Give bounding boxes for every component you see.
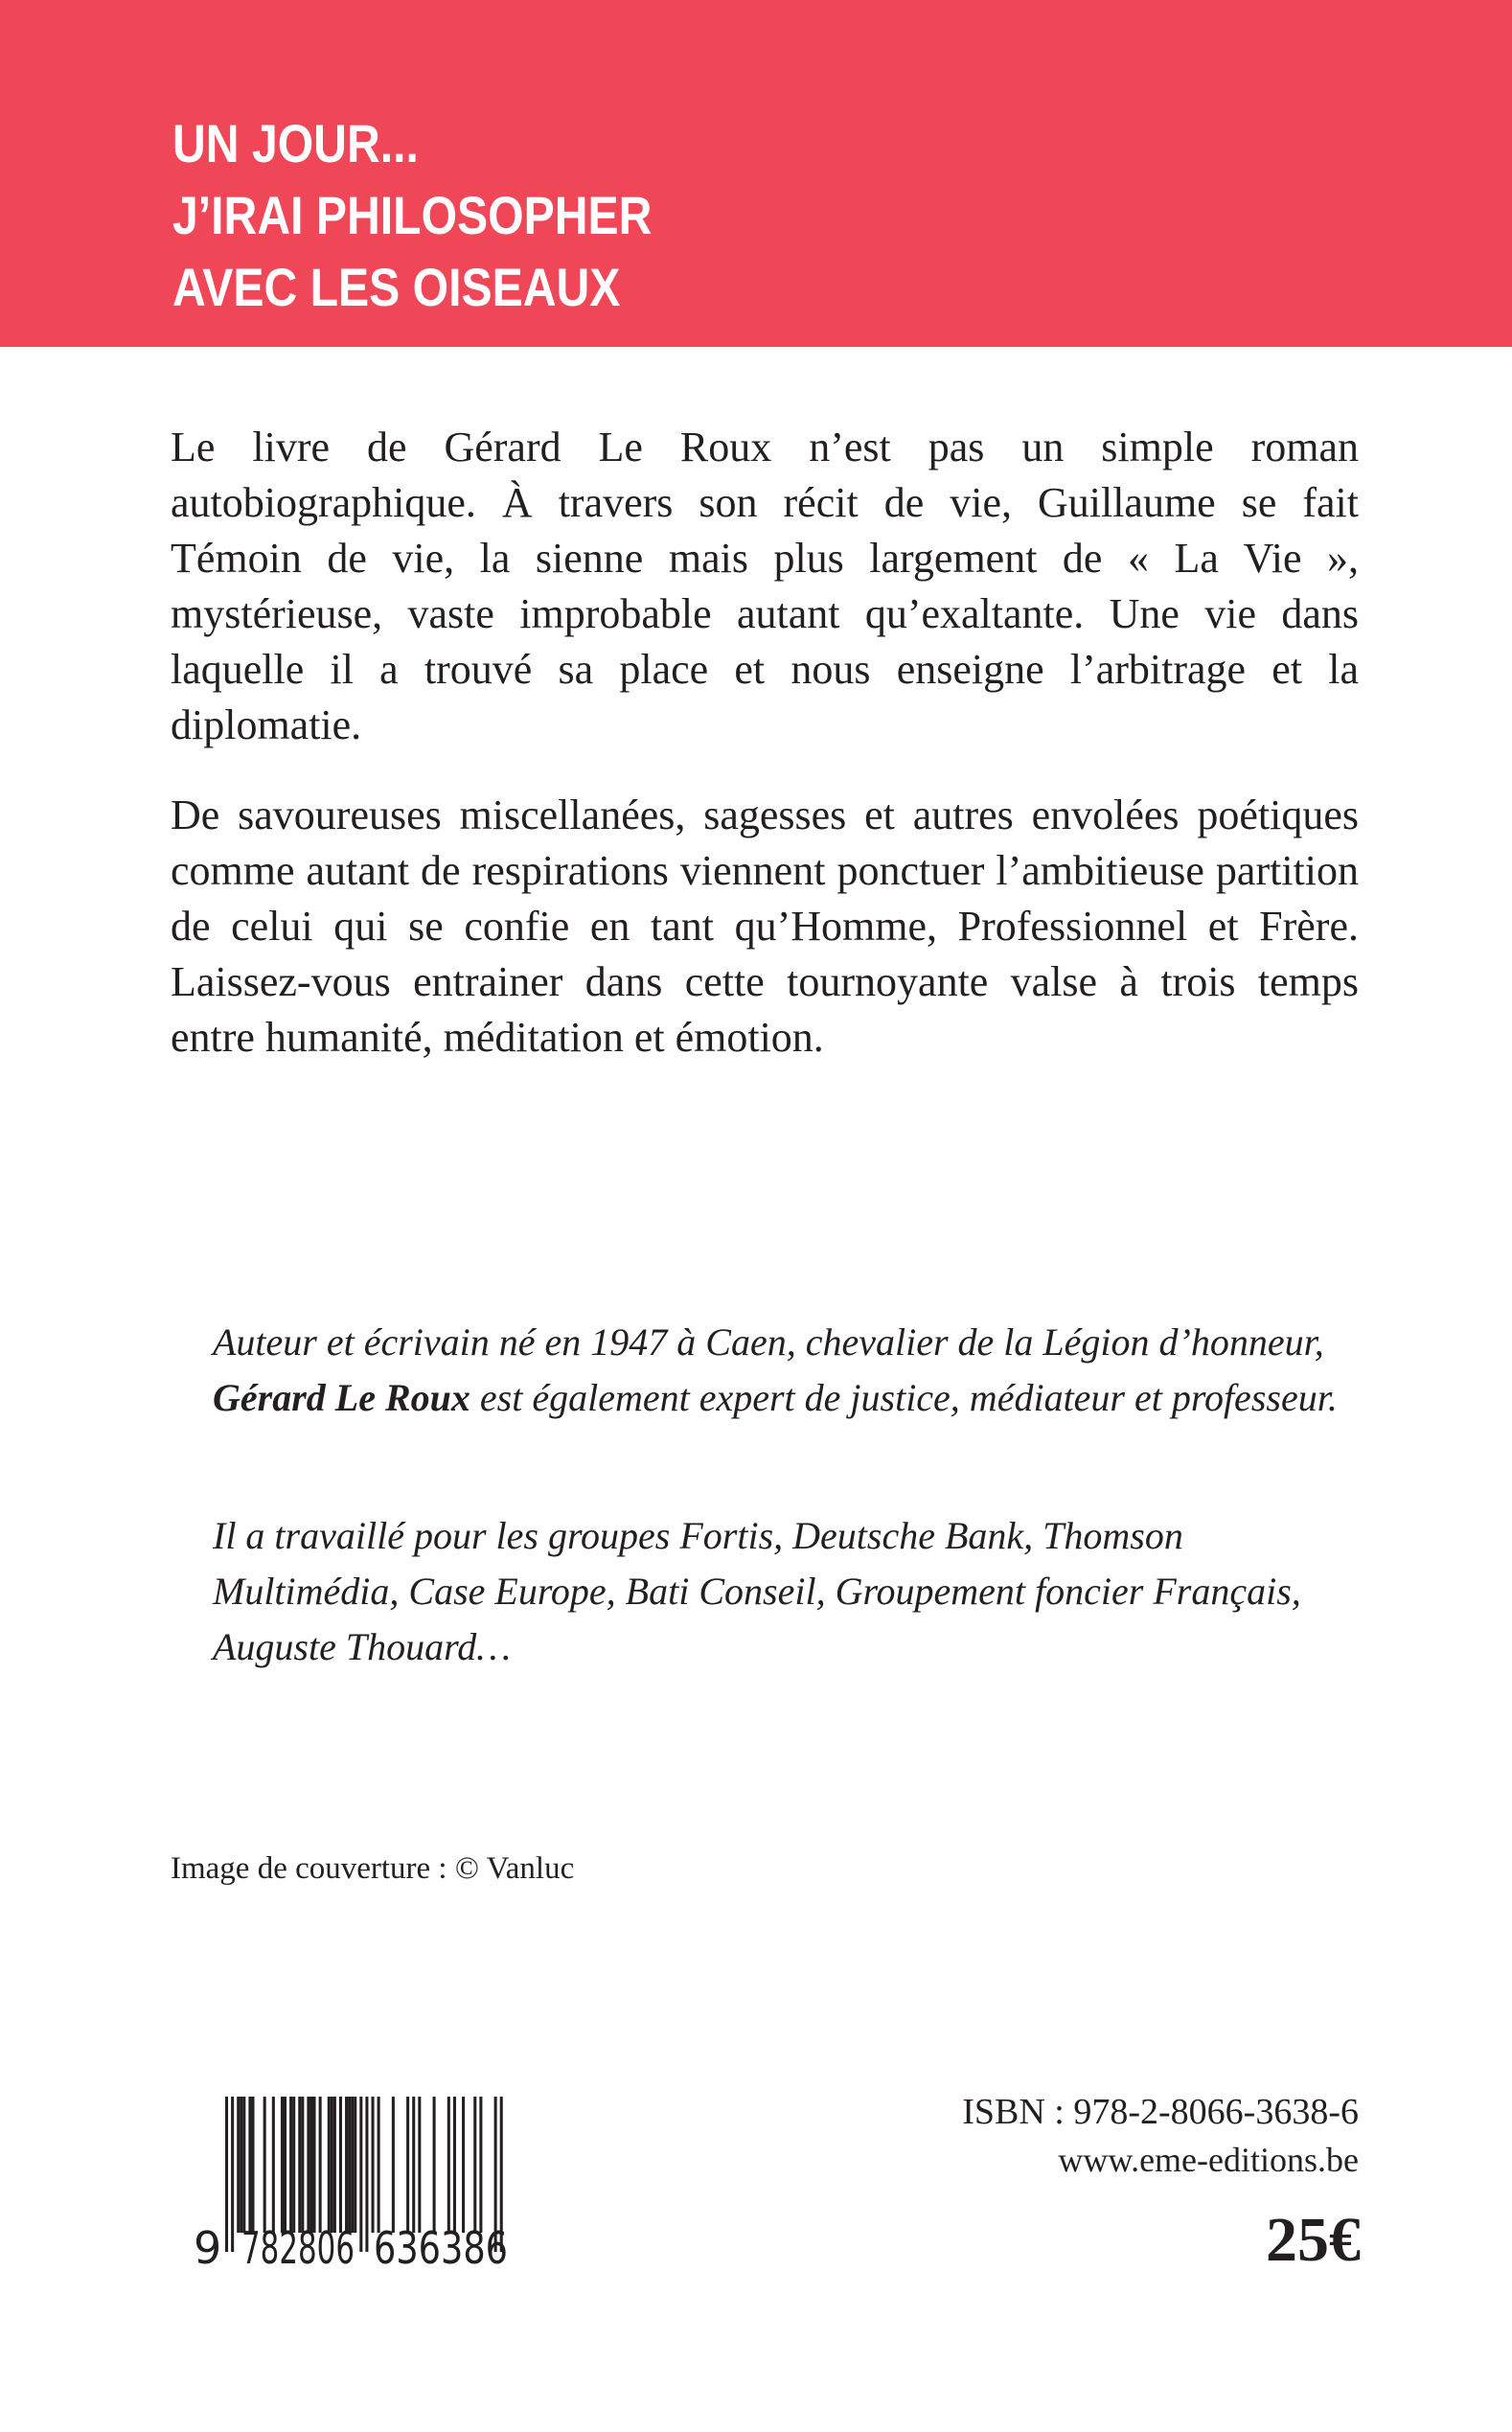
author-bio-paragraph-1 [213,1315,1363,1426]
publisher-website[interactable]: www.eme-editions.be [1058,2141,1359,2179]
book-title [172,107,652,323]
barcode-bar [251,2097,254,2233]
bio-text-before: Auteur et écrivain né en 1947 à Caen, chevalier de la Légion d’honneur, [213,1320,1324,1364]
barcode-digits-left: 782806 [241,2222,355,2271]
barcode-bar [348,2097,351,2233]
barcode-bar [392,2097,395,2233]
isbn-number: ISBN : 978-2-8066-3638-6 [962,2092,1359,2132]
barcode-bar [351,2097,354,2233]
barcode-bar [298,2097,301,2233]
price: 25€ [1266,2205,1361,2275]
barcode-bar [284,2097,286,2233]
bio-text-after: est également expert de justice, médiateur et professeur. [470,1376,1338,1419]
barcode-bar [479,2097,482,2233]
barcode-bar [263,2097,266,2233]
barcode-bar [242,2097,245,2233]
barcode-bar [359,2097,362,2252]
blurb-paragraph-1: Le livre de Gérard Le Roux n’est pas un simple roman autobiographique. À travers son récit de vie, Guillaume se fait Témoin de vie, la sienne mais plus largement de « La Vie », mystérieuse, vaste improbable autant qu’exaltante. Une vie dans laquelle il a trouvé sa place et nous enseigne l’arbitrage et la diplomatie. [171,424,1359,748]
author-name: Gérard Le Roux [213,1376,470,1419]
title-line-2: J’IRAI PHILOSOPHER [172,185,653,245]
barcode-bar [237,2097,240,2233]
barcode-bar [462,2097,465,2233]
barcode-bar [313,2097,316,2233]
title-line-1: UN JOUR... [172,113,419,173]
barcode-bar [331,2097,333,2233]
title-line-3: AVEC LES OISEAUX [172,257,621,317]
barcode-digits-right: 636386 [374,2222,508,2271]
barcode-bar [372,2097,375,2233]
isbn-barcode [192,2089,537,2271]
barcode-digit-first: 9 [194,2222,222,2271]
barcode-bar [292,2097,295,2233]
barcode-bar [447,2097,450,2233]
barcode-bar [240,2097,242,2233]
barcode-bar [412,2097,415,2233]
blurb-paragraph-2: De savoureuses miscellanées, sagesses et autres envolées poétiques comme autant de respirations viennent ponctuer l’ambitieuse partition de celui qui se confie en tant qu’Homme, Professionnel et Frère. Laissez-vous entrainer dans cette tournoyante valse à trois temps entre humanité, méditation et émotion. [171,792,1359,1061]
author-bio-paragraph-2: Il a travaillé pour les groupes Fortis, Deutsche Bank, Thomson Multimédia, Case Europe, Bati Conseil, Groupement foncier Français, Auguste Thouard… [213,1514,1301,1668]
barcode-bar [289,2097,292,2233]
barcode-bar [225,2097,228,2252]
barcode-bar [406,2097,409,2233]
barcode-bar [453,2097,456,2233]
barcode-bar [339,2097,342,2233]
cover-image-credit: Image de couverture : © Vanluc [171,1851,575,1886]
barcode-bar [378,2097,380,2233]
barcode-bar [333,2097,336,2233]
barcode-bar [272,2097,275,2233]
barcode-bar [301,2097,304,2233]
barcode-bar [418,2097,421,2233]
barcode-bar [473,2097,476,2233]
barcode-bar [248,2097,251,2233]
barcode-digits [194,2222,508,2271]
barcode-bar [231,2097,234,2252]
barcode-bar [309,2097,312,2233]
barcode-bar [307,2097,309,2233]
barcode-bar [354,2097,356,2233]
barcode-bar [281,2097,284,2233]
barcode-bar [328,2097,331,2233]
barcode-bar [365,2097,368,2252]
barcode-bar [345,2097,348,2233]
barcode-bar [433,2097,436,2233]
barcode-bar [319,2097,322,2233]
